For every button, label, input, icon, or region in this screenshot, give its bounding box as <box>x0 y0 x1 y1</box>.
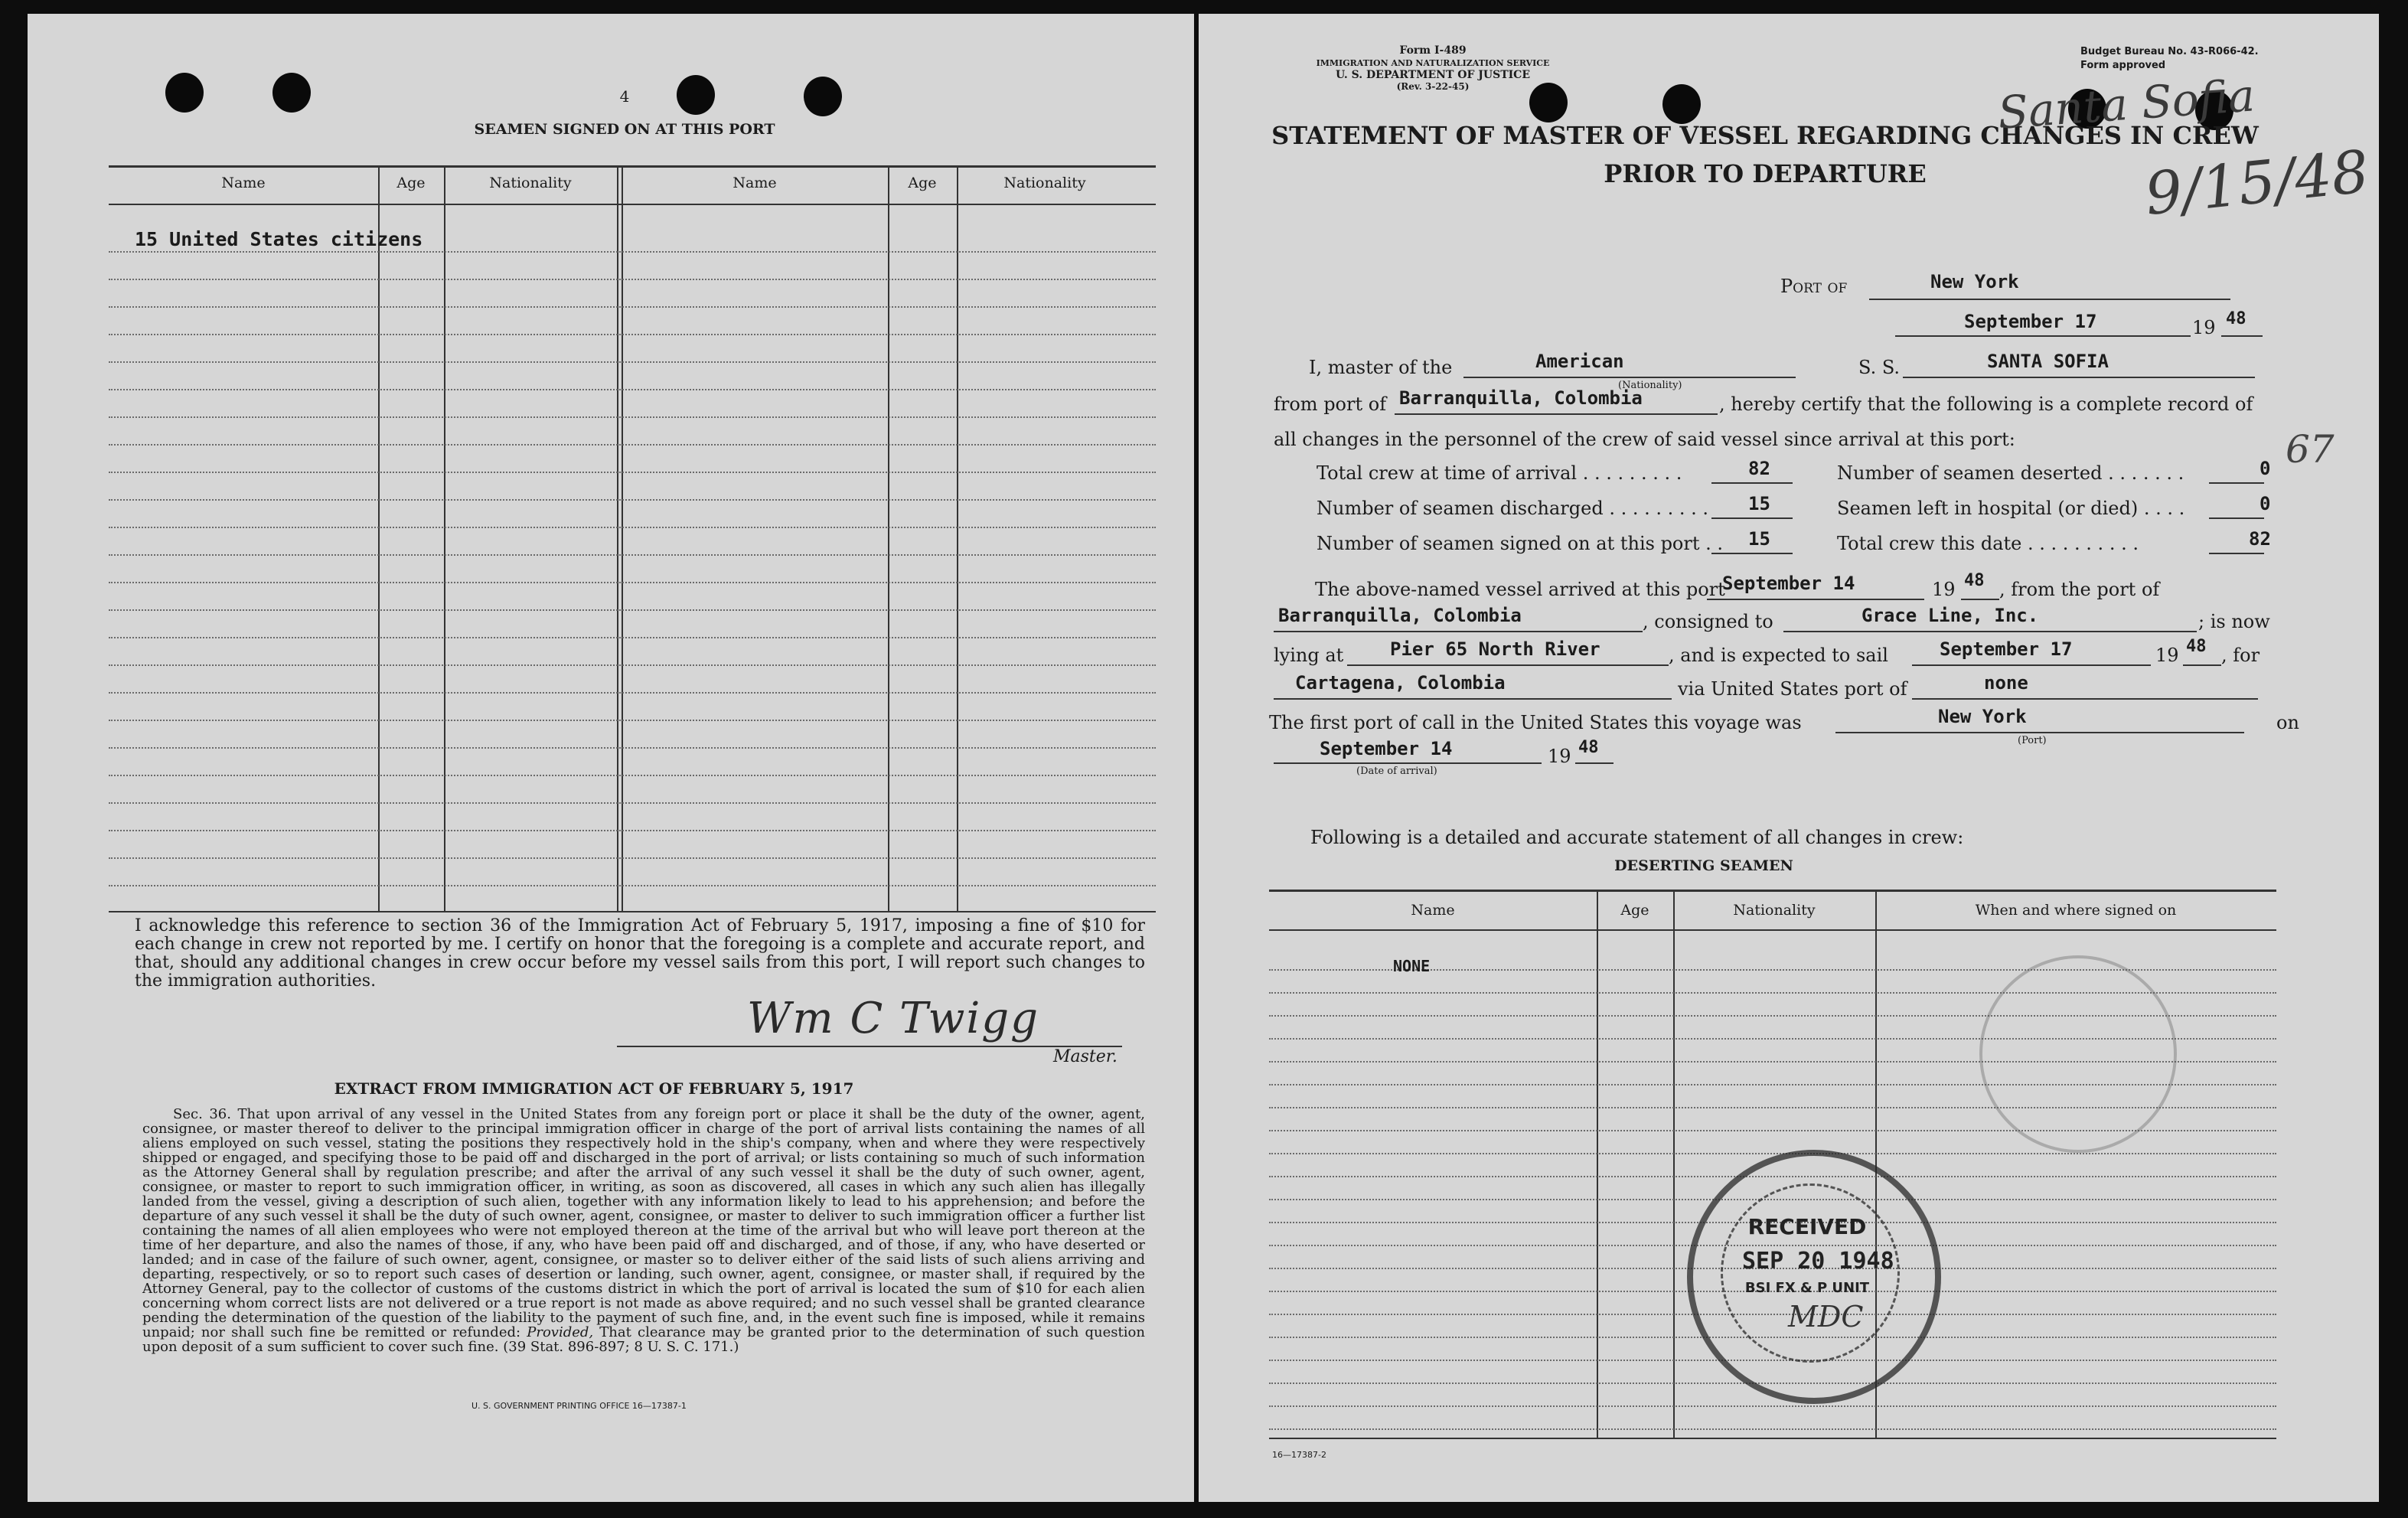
handwritten-ship-name: Santa Sofia <box>1996 69 2256 139</box>
via-label: via United States port of <box>1678 678 1907 700</box>
desert-col-signed-on: When and where signed on <box>1975 902 2177 919</box>
signed-on-value: 15 <box>1748 528 1770 550</box>
total-crew-label: Total crew at time of arrival . . . . . . . . . <box>1317 462 1682 484</box>
arrived-from-line <box>1274 631 1643 632</box>
extract-body <box>142 1107 1145 1354</box>
via-line <box>1912 698 2258 700</box>
extract-tail: That clearance may be granted prior to the determination of such question upon deposit of a sum sufficient to cover such fine. (39 Stat. 896-897; 8 U. S. C. 171.) <box>142 1324 1145 1355</box>
total-crew-value: 82 <box>1748 458 1770 479</box>
col-divider <box>617 165 618 911</box>
nationality-value: American <box>1535 351 1624 372</box>
hospital-line <box>2209 517 2264 519</box>
table-row <box>1269 1153 2276 1154</box>
arrived-date: September 14 <box>1722 573 1855 594</box>
extract-provided: Provided, <box>527 1324 594 1340</box>
col-divider <box>888 165 889 911</box>
date-caption: (Date of arrival) <box>1356 766 1437 777</box>
port-value: New York <box>1930 271 2019 292</box>
nationality-line <box>1463 377 1796 378</box>
col-nationality-2: Nationality <box>1003 175 1086 191</box>
arrived-year-prefix: 19 <box>1932 579 1956 600</box>
handwritten-date: 9/15/48 <box>2142 136 2372 229</box>
pier-line <box>1347 664 1669 666</box>
table-top-rule <box>109 165 1156 168</box>
table-row <box>109 775 1156 776</box>
punch-hole <box>804 77 842 116</box>
table-row <box>109 885 1156 886</box>
table-row <box>109 527 1156 528</box>
col-divider <box>622 165 623 911</box>
ship-value: SANTA SOFIA <box>1987 351 2109 372</box>
total-now-label: Total crew this date . . . . . . . . . . <box>1837 533 2139 554</box>
destination: Cartagena, Colombia <box>1295 672 1506 694</box>
total-crew-line <box>1711 482 1793 484</box>
ship-line <box>1903 377 2255 378</box>
from-port-value: Barranquilla, Colombia <box>1399 387 1643 409</box>
desert-table-header-rule <box>1269 929 2276 931</box>
punch-hole <box>272 73 311 113</box>
col-age: Age <box>396 175 426 191</box>
destination-line <box>1274 698 1672 700</box>
desert-table-top <box>1269 890 2276 892</box>
first-year-line <box>1575 762 1613 764</box>
deserted-line <box>2209 482 2264 484</box>
punch-hole <box>1662 84 1701 124</box>
signed-on-entry: 15 United States citizens <box>135 228 423 250</box>
agency-line-1: IMMIGRATION AND NATURALIZATION SERVICE <box>1316 58 1550 68</box>
following-text: Following is a detailed and accurate statement of all changes in crew: <box>1310 827 1964 848</box>
sail-year: 48 <box>2186 637 2207 656</box>
col-age-2: Age <box>908 175 937 191</box>
discharged-value: 15 <box>1748 493 1770 514</box>
table-row <box>109 720 1156 721</box>
consigned-label: , consigned to <box>1643 611 1773 632</box>
table-row <box>109 306 1156 308</box>
desert-table-bottom <box>1269 1438 2276 1439</box>
table-row <box>109 637 1156 638</box>
date-line <box>1895 335 2191 337</box>
sail-year-line <box>2183 664 2221 666</box>
pier-value: Pier 65 North River <box>1390 638 1600 660</box>
punch-hole <box>165 73 204 113</box>
signed-on-line <box>1711 553 1793 554</box>
table-row <box>109 692 1156 694</box>
year-line <box>2221 335 2263 337</box>
first-date-line <box>1274 762 1542 764</box>
hospital-label: Seamen left in hospital (or died) . . . . <box>1837 498 2185 519</box>
from-port-of: , from the port of <box>1999 579 2160 600</box>
extract-body-text: That upon arrival of any vessel in the United States from any foreign port or place it shall be the duty of the owner, agent, consignee, or master thereof to deliver to the principal immigration officer in charge of the port of arrival lists containing the names of all aliens employed on such vessel, stating the positions they respectively hold in the ship's company, when and where they were respectively shipped or engaged, and specifying those to be paid off and discharged in the port of arrival; or lists containing so much of such information as the Attorney General shall by regulation prescribe; and after the arrival of any such vessel it shall be the duty of such owner, agent, consignee, or master to report to such immigration officer, in writing, as soon as discovered, all cases in which any such alien has illegally landed from the vessel, giving a description of such alien, together with any information likely to lead to his apprehension; and before the departure of any such vessel it shall be the duty of such owner, agent, consignee, or master to deliver to such immigration officer a further list containing the names of all alien employees who were not employed thereon at the time of the arrival but who will leave port thereon at the time of her departure, and also the names of those, if any, who have been paid off and discharged, and of those, if any, who have deserted or landed; and in case of the failure of such owner, agent, consignee, or master so to deliver either of the said lists of such aliens arriving and departing, respectively, or so to report such cases of desertion or landing, such owner, agent, consignee, or master shall, if required by the Attorney General, pay to the collector of customs of the customs district in which the port of arrival is located the sum of $10 for each alien concerning whom correct lists are not delivered or a true report is not made as above required; and no such vessel shall be granted clearance pending the determination of the question of the liability to the payment of such fine, and, in the event such fine is imposed, while it remains unpaid; nor shall such fine be remitted or refunded: <box>142 1106 1145 1340</box>
port-caption: (Port) <box>2018 735 2047 746</box>
arrived-from: Barranquilla, Colombia <box>1278 605 1522 626</box>
received-stamp-text: RECEIVED <box>1747 1214 1867 1239</box>
master-of-label: I, master of the <box>1309 357 1453 378</box>
total-now-line <box>2209 553 2264 554</box>
first-year-prefix: 19 <box>1548 746 1571 767</box>
left-page <box>28 14 1194 1502</box>
total-now-value: 82 <box>2249 528 2271 550</box>
table-row <box>109 416 1156 418</box>
sail-year-prefix: 19 <box>2155 645 2179 666</box>
col-divider <box>1597 890 1598 1438</box>
table-row <box>109 830 1156 831</box>
signed-on-label: Number of seamen signed on at this port . . <box>1317 533 1724 554</box>
table-row <box>109 802 1156 804</box>
table-row <box>109 472 1156 473</box>
first-port-line <box>1835 732 2244 733</box>
faint-stamp <box>1979 955 2177 1153</box>
table-row <box>109 444 1156 446</box>
table-header-rule <box>109 204 1156 205</box>
table-row <box>1269 1405 2276 1407</box>
first-port-label: The first port of call in the United States this voyage was <box>1269 712 1802 733</box>
on-label: on <box>2276 712 2299 733</box>
first-date: September 14 <box>1320 738 1453 759</box>
col-divider <box>957 165 958 911</box>
desert-entry: NONE <box>1393 957 1431 975</box>
budget-bureau: Budget Bureau No. 43-R066-42. <box>2080 46 2259 57</box>
table-bottom-rule <box>109 911 1156 912</box>
right-page <box>1199 14 2379 1502</box>
form-title: STATEMENT OF MASTER OF VESSEL REGARDING CHANGES IN CREW <box>1271 121 2259 150</box>
form-number: Form I-489 <box>1399 44 1467 57</box>
table-row <box>109 389 1156 390</box>
first-port-value: New York <box>1938 706 2027 727</box>
table-row <box>109 582 1156 583</box>
table-title: SEAMEN SIGNED ON AT THIS PORT <box>474 121 775 138</box>
col-divider <box>1673 890 1675 1438</box>
desert-col-name: Name <box>1411 902 1455 919</box>
from-port-label: from port of <box>1274 393 1387 415</box>
agency-line-2: U. S. DEPARTMENT OF JUSTICE <box>1335 69 1530 81</box>
nationality-caption: (Nationality) <box>1618 380 1682 391</box>
deserting-title: DESERTING SEAMEN <box>1614 857 1793 874</box>
acknowledgment-text: I acknowledge this reference to section 36 of the Immigration Act of February 5, 1917, imposing a fine of $10 for each change in crew not reported by me. I certify on honor that the foregoing is a complete and accurate report, and that, should any additional changes in crew occur before my vessel sails from this port, I will report such changes to the immigration authorities. <box>135 916 1145 991</box>
received-stamp-unit: BSI FX & P UNIT <box>1744 1280 1870 1296</box>
certify-text: , hereby certify that the following is a complete record of <box>1719 393 2253 415</box>
table-row <box>109 857 1156 859</box>
master-signature: Wm C Twigg <box>747 994 1040 1043</box>
page-number: 4 <box>619 87 630 106</box>
sail-date: September 17 <box>1940 638 2073 660</box>
via-value: none <box>1984 672 2028 694</box>
certify-text-2: all changes in the personnel of the crew of said vessel since arrival at this port: <box>1274 429 2015 450</box>
col-divider <box>378 165 380 911</box>
port-label: Port of <box>1780 276 1848 297</box>
col-name-2: Name <box>733 175 777 191</box>
table-row <box>109 279 1156 280</box>
is-now: ; is now <box>2198 611 2270 632</box>
table-row <box>109 609 1156 611</box>
form-approved: Form approved <box>2080 60 2166 71</box>
arrived-year: 48 <box>1964 571 1985 590</box>
date-value: September 17 <box>1964 311 2097 332</box>
table-row <box>109 334 1156 335</box>
form-subtitle: PRIOR TO DEPARTURE <box>1604 159 1927 188</box>
received-stamp-initials: MDC <box>1788 1300 1864 1334</box>
arrived-year-line <box>1961 599 1999 600</box>
col-divider <box>444 165 445 911</box>
lying-at-label: lying at <box>1274 645 1344 666</box>
arrived-label: The above-named vessel arrived at this port <box>1315 579 1725 600</box>
discharged-label: Number of seamen discharged . . . . . . . . . <box>1317 498 1709 519</box>
deserted-value: 0 <box>2260 458 2271 479</box>
arrived-date-line <box>1707 599 1924 600</box>
year-value: 48 <box>2226 309 2246 328</box>
ss-label: S. S. <box>1858 357 1901 378</box>
printing-office: U. S. GOVERNMENT PRINTING OFFICE 16—17387-1 <box>471 1401 687 1411</box>
handwritten-67: 67 <box>2286 427 2335 472</box>
table-row <box>109 251 1156 253</box>
table-row <box>109 499 1156 501</box>
table-row <box>109 554 1156 556</box>
year-prefix: 19 <box>2192 317 2216 338</box>
consignee-line <box>1783 631 2197 632</box>
first-year: 48 <box>1578 738 1599 757</box>
col-nationality: Nationality <box>489 175 572 191</box>
form-revision: (Rev. 3-22-45) <box>1396 81 1470 92</box>
table-row <box>109 361 1156 363</box>
sail-date-line <box>1912 664 2151 666</box>
form-footer: 16—17387-2 <box>1272 1450 1326 1460</box>
extract-title: EXTRACT FROM IMMIGRATION ACT OF FEBRUARY 5, 1917 <box>334 1079 854 1098</box>
discharged-line <box>1711 517 1793 519</box>
punch-hole <box>677 75 715 115</box>
extract-sec: Sec. 36. <box>173 1106 231 1122</box>
hospital-value: 0 <box>2260 493 2271 514</box>
table-row <box>109 664 1156 666</box>
desert-col-age: Age <box>1620 902 1649 919</box>
from-port-line <box>1395 413 1718 415</box>
desert-col-nationality: Nationality <box>1733 902 1816 919</box>
table-row <box>1269 1428 2276 1430</box>
deserted-label: Number of seamen deserted . . . . . . . <box>1837 462 2184 484</box>
table-row <box>109 747 1156 749</box>
col-name: Name <box>221 175 266 191</box>
consignee: Grace Line, Inc. <box>1861 605 2039 626</box>
received-stamp-date: SEP 20 1948 <box>1742 1248 1894 1275</box>
signature-line <box>617 1046 1122 1047</box>
master-label: Master. <box>1053 1047 1118 1066</box>
for-label: , for <box>2221 645 2260 666</box>
expected-sail-label: , and is expected to sail <box>1669 645 1888 666</box>
port-line <box>1869 299 2230 300</box>
